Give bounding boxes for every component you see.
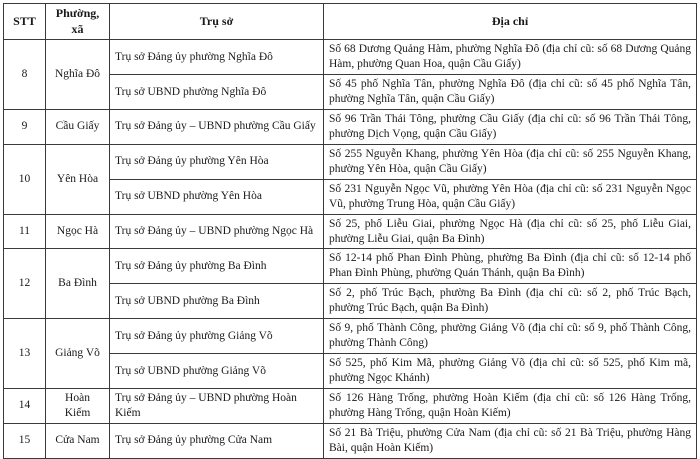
- ward-office-table: [3, 3, 697, 459]
- table-header-row: [4, 4, 697, 40]
- header-stt: STT: [4, 4, 46, 40]
- office-address: Số 126 Hàng Trống, phường Hoàn Kiếm (địa chỉ cũ: số 126 Hàng Trống, phường Hàng Trống, quận Hoàn Kiếm): [324, 388, 697, 423]
- row-stt: 9: [4, 109, 46, 144]
- office-address: Số 12-14 phố Phan Đình Phùng, phường Ba Đình (địa chỉ cũ: số 12-14 phố Phan Đình Phùng, phường Quán Thánh, quận Ba Đình): [324, 249, 697, 284]
- office-name: Trụ sở Đảng ủy phường Cửa Nam: [110, 423, 324, 458]
- table-row: [4, 319, 697, 354]
- office-name: Trụ sở Đảng ủy phường Ba Đình: [110, 249, 324, 284]
- office-name: Trụ sở UBND phường Giảng Võ: [110, 354, 324, 389]
- office-name: Trụ sở UBND phường Ba Đình: [110, 284, 324, 319]
- row-stt: 13: [4, 319, 46, 389]
- row-stt: 14: [4, 388, 46, 423]
- table-row: [4, 214, 697, 249]
- row-stt: 12: [4, 249, 46, 319]
- header-office: Trụ sở: [110, 4, 324, 40]
- office-name: Trụ sở Đảng ủy phường Yên Hòa: [110, 144, 324, 179]
- office-address: Số 21 Bà Triệu, phường Cửa Nam (địa chỉ cũ: số 21 Bà Triệu, phường Hàng Bài, quận Hoàn Kiếm): [324, 423, 697, 458]
- office-name: Trụ sở Đảng ủy – UBND phường Hoàn Kiếm: [110, 388, 324, 423]
- office-address: Số 96 Trần Thái Tông, phường Cầu Giấy (địa chỉ cũ: số 96 Trần Thái Tông, phường Dịch Vọng, quận Cầu Giấy): [324, 109, 697, 144]
- header-address: Địa chỉ: [324, 4, 697, 40]
- office-name: Trụ sở Đảng ủy – UBND phường Ngọc Hà: [110, 214, 324, 249]
- row-ward: Ngọc Hà: [46, 214, 110, 249]
- table-row: [4, 144, 697, 179]
- row-ward: Cửa Nam: [46, 423, 110, 458]
- table-row: [4, 388, 697, 423]
- office-address: Số 525, phố Kim Mã, phường Giảng Võ (địa chỉ cũ: số 525, phố Kim mã, phường Ngọc Khánh): [324, 354, 697, 389]
- row-stt: 8: [4, 40, 46, 110]
- table-row: [4, 423, 697, 458]
- office-address: Số 68 Dương Quảng Hàm, phường Nghĩa Đô (địa chỉ cũ: số 68 Dương Quảng Hàm, phường Quan Hoa, quận Cầu Giấy): [324, 40, 697, 75]
- row-ward: Ba Đình: [46, 249, 110, 319]
- row-ward: Cầu Giấy: [46, 109, 110, 144]
- header-ward: Phường, xã: [46, 4, 110, 40]
- office-name: Trụ sở UBND phường Yên Hòa: [110, 179, 324, 214]
- row-stt: 15: [4, 423, 46, 458]
- office-address: Số 231 Nguyễn Ngọc Vũ, phường Yên Hòa (địa chỉ cũ: số 231 Nguyễn Ngọc Vũ, phường Trung Hòa, quận Cầu Giấy): [324, 179, 697, 214]
- office-address: Số 9, phố Thành Công, phường Giảng Võ (địa chỉ cũ: số 9, phố Thành Công, phường Thành Công): [324, 319, 697, 354]
- row-ward: Nghĩa Đô: [46, 40, 110, 110]
- office-name: Trụ sở Đảng ủy phường Nghĩa Đô: [110, 40, 324, 75]
- row-ward: Yên Hòa: [46, 144, 110, 214]
- office-name: Trụ sở Đảng ủy phường Giảng Võ: [110, 319, 324, 354]
- row-ward: Giảng Võ: [46, 319, 110, 389]
- office-name: Trụ sở Đảng ủy – UBND phường Cầu Giấy: [110, 109, 324, 144]
- table-row: [4, 109, 697, 144]
- office-address: Số 45 phố Nghĩa Tân, phường Nghĩa Đô (địa chỉ cũ: số 45 phố Nghĩa Tân, phường Nghĩa Tân, quận Cầu Giấy): [324, 75, 697, 110]
- row-stt: 11: [4, 214, 46, 249]
- row-ward: Hoàn Kiếm: [46, 388, 110, 423]
- office-address: Số 2, phố Trúc Bạch, phường Ba Đình (địa chỉ cũ: số 2, phố Trúc Bạch, phường Trúc Bạch, quận Ba Đình): [324, 284, 697, 319]
- row-stt: 10: [4, 144, 46, 214]
- office-address: Số 25, phố Liễu Giai, phường Ngọc Hà (địa chỉ cũ: số 25, phố Liễu Giai, phường Liễu Giai, quận Ba Đình): [324, 214, 697, 249]
- office-name: Trụ sở UBND phường Nghĩa Đô: [110, 75, 324, 110]
- office-address: Số 255 Nguyễn Khang, phường Yên Hòa (địa chỉ cũ: số 255 Nguyễn Khang, phường Yên Hòa, quận Cầu Giấy): [324, 144, 697, 179]
- table-row: [4, 249, 697, 284]
- table-row: [4, 40, 697, 75]
